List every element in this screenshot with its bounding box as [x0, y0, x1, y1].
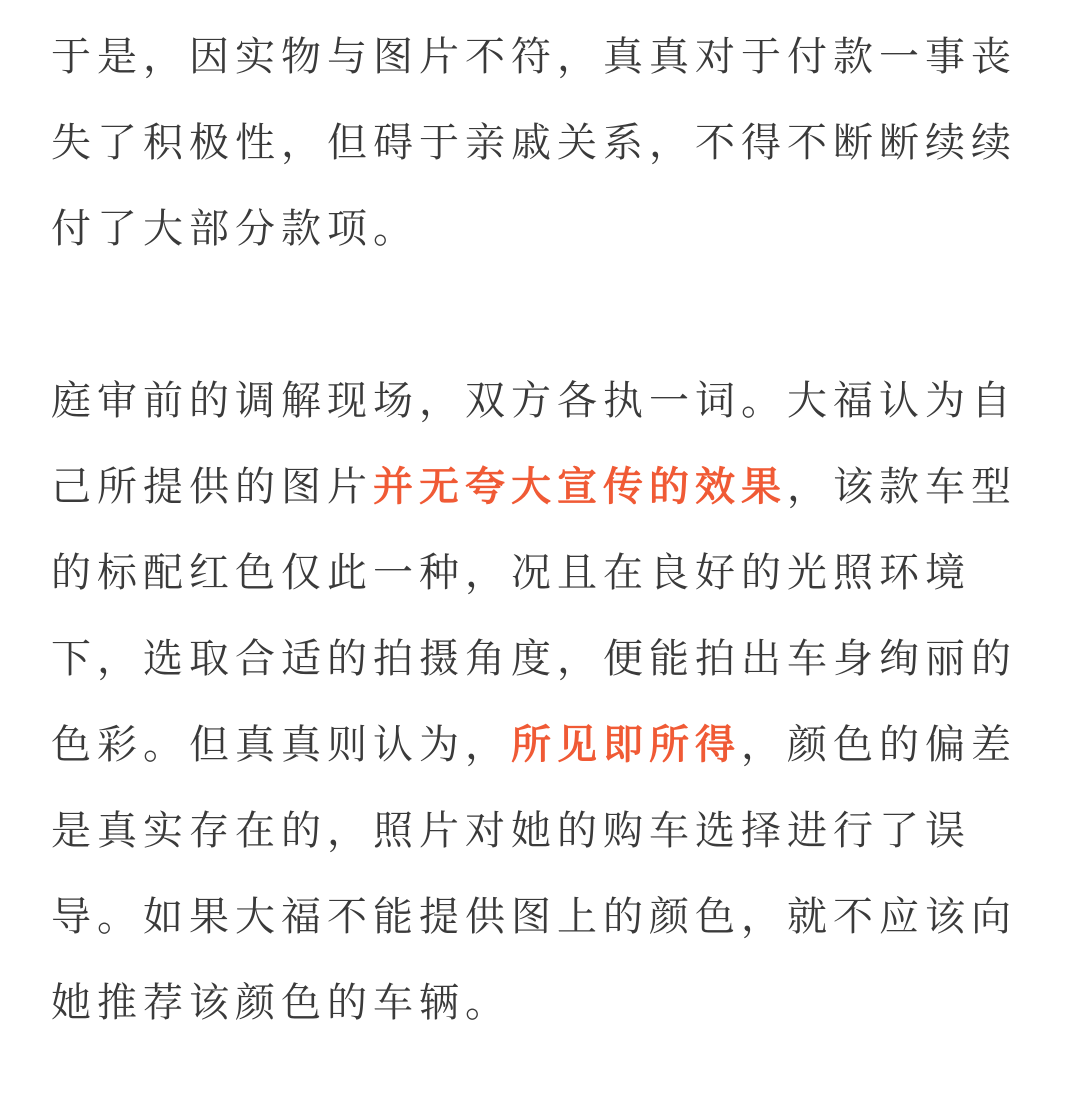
paragraph-line: 的标配红色仅此一种，况且在良好的光照环境 — [51, 550, 971, 596]
line-text: 色彩。但真真则认为， — [51, 722, 511, 768]
paragraph-line: 失了积极性，但碍于亲戚关系，不得不断断续续 — [51, 120, 1017, 166]
paragraph-line — [51, 702, 1026, 788]
paragraph-line: 她推荐该颜色的车辆。 — [51, 980, 511, 1026]
line-text: ，该款车型 — [787, 464, 1017, 510]
line-text: 己所提供的图片 — [51, 464, 373, 510]
line-text: ，颜色的偏差 — [741, 722, 1017, 768]
paragraph-line: 导。如果大福不能提供图上的颜色，就不应该向 — [51, 894, 1017, 940]
highlighted-phrase: 并无夸大宣传的效果 — [373, 464, 787, 510]
paragraph-gap — [51, 272, 1026, 358]
paragraph-line: 庭审前的调解现场，双方各执一词。大福认为自 — [51, 378, 1017, 424]
paragraph-line: 于是，因实物与图片不符，真真对于付款一事丧 — [51, 34, 1017, 80]
paragraph-line: 付了大部分款项。 — [51, 206, 419, 252]
paragraph-2 — [51, 358, 1026, 1046]
paragraph-line — [51, 444, 1026, 530]
paragraph-line: 下，选取合适的拍摄角度，便能拍出车身绚丽的 — [51, 636, 1017, 682]
paragraph-1 — [51, 14, 1026, 272]
paragraph-line: 是真实存在的，照片对她的购车选择进行了误 — [51, 808, 971, 854]
article-body — [51, 14, 1026, 1046]
highlighted-phrase: 所见即所得 — [511, 722, 741, 768]
